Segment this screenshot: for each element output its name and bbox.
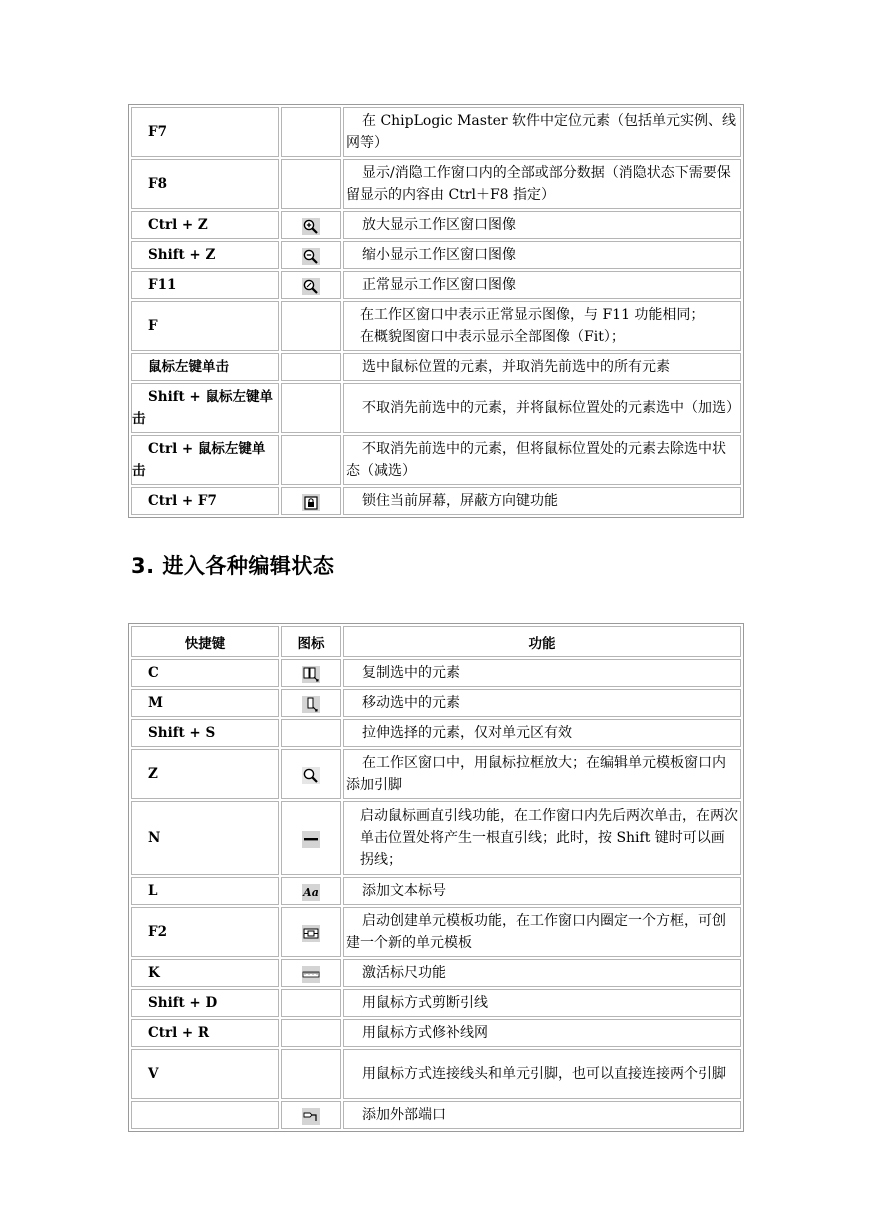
function-cell: 拉伸选择的元素，仅对单元区有效 bbox=[343, 719, 741, 747]
zoom-normal-icon[interactable] bbox=[302, 278, 320, 295]
key-cell: N bbox=[131, 801, 279, 875]
function-line: 在工作区窗口中表示正常显示图像，与 F11 功能相同； bbox=[360, 307, 705, 323]
magnifier-icon[interactable] bbox=[302, 767, 320, 784]
table-row bbox=[131, 877, 741, 905]
key-cell bbox=[131, 1101, 279, 1129]
icon-cell bbox=[281, 749, 341, 799]
icon-cell bbox=[281, 211, 341, 239]
key-cell: Shift + 鼠标左键单击 bbox=[131, 383, 279, 433]
function-cell: 在工作区窗口中，用鼠标拉框放大；在编辑单元模板窗口内添加引脚 bbox=[343, 749, 741, 799]
table-row bbox=[131, 211, 741, 239]
key-cell: F2 bbox=[131, 907, 279, 957]
table-row bbox=[131, 1101, 741, 1129]
icon-cell bbox=[281, 719, 341, 747]
icon-cell bbox=[281, 353, 341, 381]
table-row bbox=[131, 1049, 741, 1099]
function-cell: 激活标尺功能 bbox=[343, 959, 741, 987]
lock-screen-icon[interactable] bbox=[302, 494, 320, 511]
key-cell: 鼠标左键单击 bbox=[131, 353, 279, 381]
function-cell: 不取消先前选中的元素，并将鼠标位置处的元素选中（加选） bbox=[343, 383, 741, 433]
key-cell: V bbox=[131, 1049, 279, 1099]
function-cell bbox=[343, 301, 741, 351]
shortcut-table-2 bbox=[128, 623, 744, 1132]
function-cell: 复制选中的元素 bbox=[343, 659, 741, 687]
header-function: 功能 bbox=[343, 626, 741, 657]
function-cell: 用鼠标方式连接线头和单元引脚，也可以直接连接两个引脚 bbox=[343, 1049, 741, 1099]
key-cell: F7 bbox=[131, 107, 279, 157]
table-row bbox=[131, 749, 741, 799]
header-key: 快捷键 bbox=[131, 626, 279, 657]
icon-cell bbox=[281, 383, 341, 433]
icon-cell bbox=[281, 271, 341, 299]
key-cell: F8 bbox=[131, 159, 279, 209]
function-cell: 正常显示工作区窗口图像 bbox=[343, 271, 741, 299]
table-row bbox=[131, 159, 741, 209]
key-cell: F11 bbox=[131, 271, 279, 299]
table-row bbox=[131, 435, 741, 485]
zoom-out-icon[interactable] bbox=[302, 248, 320, 265]
key-cell: Z bbox=[131, 749, 279, 799]
icon-cell bbox=[281, 659, 341, 687]
shortcut-table-1 bbox=[128, 104, 744, 518]
table-row bbox=[131, 1019, 741, 1047]
key-cell: Ctrl + 鼠标左键单击 bbox=[131, 435, 279, 485]
table-row bbox=[131, 689, 741, 717]
icon-cell bbox=[281, 301, 341, 351]
text-label-icon-glyph: Aa bbox=[303, 885, 319, 899]
function-cell: 移动选中的元素 bbox=[343, 689, 741, 717]
external-port-icon[interactable] bbox=[302, 1108, 320, 1125]
key-cell: Shift + Z bbox=[131, 241, 279, 269]
key-cell: Shift + D bbox=[131, 989, 279, 1017]
text-label-icon[interactable] bbox=[302, 884, 320, 901]
key-cell: K bbox=[131, 959, 279, 987]
ruler-icon[interactable] bbox=[302, 966, 320, 983]
key-cell: L bbox=[131, 877, 279, 905]
table-header-row bbox=[131, 626, 741, 657]
section-heading: 3. 进入各种编辑状态 bbox=[131, 554, 335, 578]
function-cell: 用鼠标方式修补线网 bbox=[343, 1019, 741, 1047]
table-row bbox=[131, 271, 741, 299]
key-cell: Ctrl + R bbox=[131, 1019, 279, 1047]
function-cell: 缩小显示工作区窗口图像 bbox=[343, 241, 741, 269]
icon-cell bbox=[281, 159, 341, 209]
key-cell: Shift + S bbox=[131, 719, 279, 747]
function-cell: 显示/消隐工作窗口内的全部或部分数据（消隐状态下需要保留显示的内容由 Ctrl＋F8 指定） bbox=[343, 159, 741, 209]
move-icon[interactable] bbox=[302, 696, 320, 713]
function-cell: 添加外部端口 bbox=[343, 1101, 741, 1129]
header-icon: 图标 bbox=[281, 626, 341, 657]
icon-cell bbox=[281, 435, 341, 485]
icon-cell bbox=[281, 1019, 341, 1047]
key-cell: Ctrl + F7 bbox=[131, 487, 279, 515]
table-row bbox=[131, 301, 741, 351]
icon-cell bbox=[281, 1101, 341, 1129]
key-cell: F bbox=[131, 301, 279, 351]
table-row bbox=[131, 989, 741, 1017]
function-cell: 选中鼠标位置的元素，并取消先前选中的所有元素 bbox=[343, 353, 741, 381]
function-cell: 在 ChipLogic Master 软件中定位元素（包括单元实例、线网等） bbox=[343, 107, 741, 157]
icon-cell bbox=[281, 107, 341, 157]
zoom-in-icon[interactable] bbox=[302, 218, 320, 235]
icon-cell bbox=[281, 907, 341, 957]
table-row bbox=[131, 801, 741, 875]
icon-cell bbox=[281, 959, 341, 987]
icon-cell bbox=[281, 989, 341, 1017]
icon-cell bbox=[281, 1049, 341, 1099]
key-cell: M bbox=[131, 689, 279, 717]
function-cell: 放大显示工作区窗口图像 bbox=[343, 211, 741, 239]
icon-cell bbox=[281, 801, 341, 875]
function-cell: 用鼠标方式剪断引线 bbox=[343, 989, 741, 1017]
icon-cell bbox=[281, 487, 341, 515]
function-cell: 锁住当前屏幕，屏蔽方向键功能 bbox=[343, 487, 741, 515]
table-row bbox=[131, 487, 741, 515]
table-row bbox=[131, 107, 741, 157]
cell-template-icon[interactable] bbox=[302, 925, 320, 942]
function-cell: 启动鼠标画直引线功能，在工作窗口内先后两次单击，在两次单击位置处将产生一根直引线；此时，按 Shift 键时可以画拐线； bbox=[343, 801, 741, 875]
table-row bbox=[131, 241, 741, 269]
icon-cell bbox=[281, 877, 341, 905]
table-row bbox=[131, 959, 741, 987]
function-cell: 添加文本标号 bbox=[343, 877, 741, 905]
function-line: 在概貌图窗口中表示显示全部图像（Fit）； bbox=[360, 329, 625, 345]
line-icon[interactable] bbox=[302, 831, 320, 848]
copy-icon[interactable] bbox=[302, 666, 320, 683]
table-row bbox=[131, 383, 741, 433]
key-cell: Ctrl + Z bbox=[131, 211, 279, 239]
table-row bbox=[131, 719, 741, 747]
table-row bbox=[131, 353, 741, 381]
table-row bbox=[131, 907, 741, 957]
icon-cell bbox=[281, 689, 341, 717]
function-cell: 启动创建单元模板功能，在工作窗口内圈定一个方框，可创建一个新的单元模板 bbox=[343, 907, 741, 957]
function-cell: 不取消先前选中的元素，但将鼠标位置处的元素去除选中状态（减选） bbox=[343, 435, 741, 485]
table-row bbox=[131, 659, 741, 687]
key-cell: C bbox=[131, 659, 279, 687]
icon-cell bbox=[281, 241, 341, 269]
